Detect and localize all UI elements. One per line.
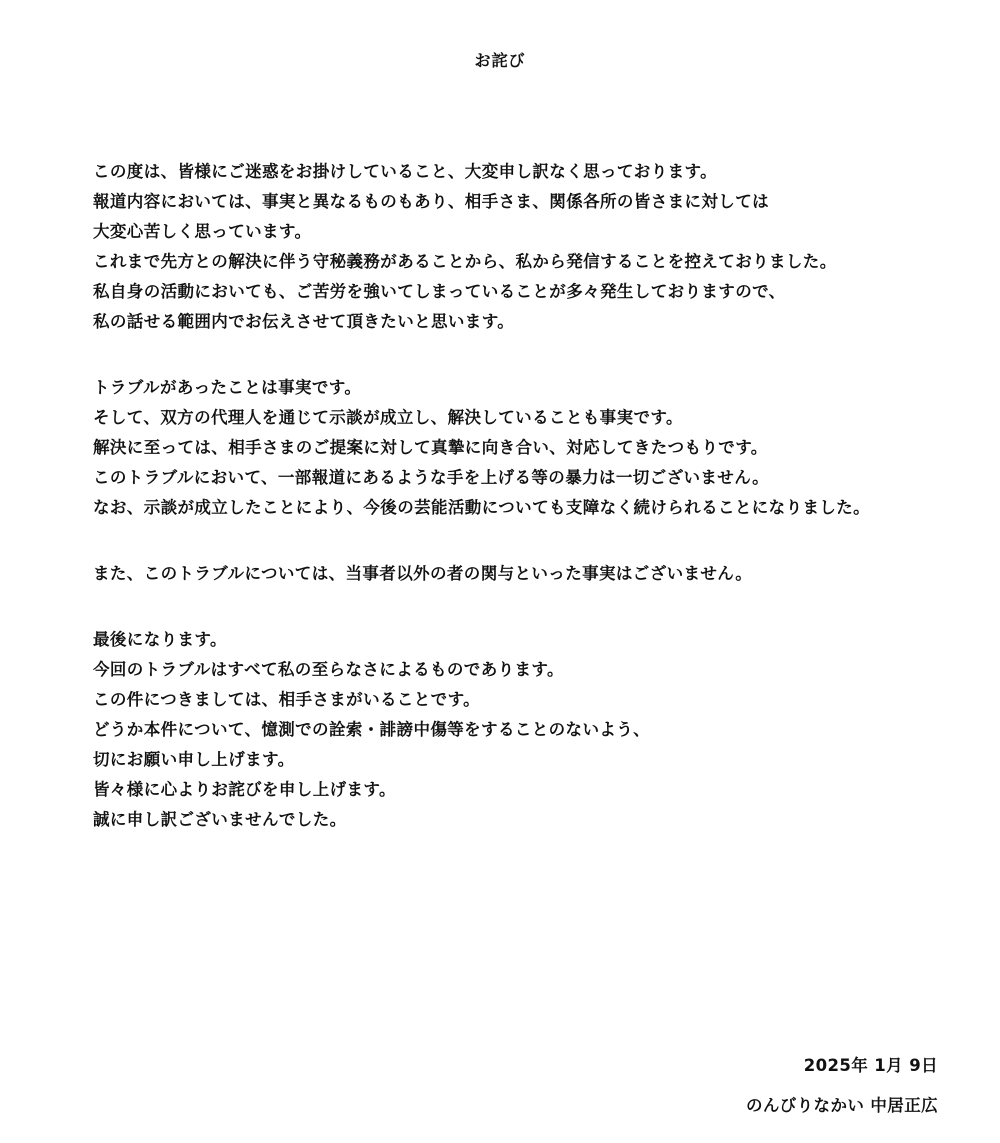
text-line: 私自身の活動においても、ご苦労を強いてしまっていることが多々発生しておりますので、 (93, 282, 786, 301)
text-line: これまで先方との解決に伴う守秘義務があることから、私から発信することを控えておりました。 (93, 252, 837, 271)
signature-name: のんびりなかい 中居正広 (745, 1096, 938, 1115)
text-line: トラブルがあったことは事実です。 (93, 378, 362, 397)
text-line: 大変心苦しく思っています。 (93, 222, 312, 241)
text-line: この度は、皆様にご迷惑をお掛けしていること、大変申し訳なく思っております。 (93, 162, 717, 181)
document-title: お詫び (474, 51, 526, 70)
text-line: このトラブルにおいて、一部報道にあるような手を上げる等の暴力は一切ございません。 (93, 468, 769, 487)
text-line: 誠に申し訳ございませんでした。 (93, 810, 347, 829)
text-line: また、このトラブルについては、当事者以外の者の関与といった事実はございません。 (93, 564, 753, 583)
text-line: どうか本件について、憶測での詮索・誹謗中傷等をすることのないよう、 (93, 720, 651, 739)
text-line: 今回のトラブルはすべて私の至らなさによるものであります。 (93, 660, 564, 679)
paragraph-1 (93, 157, 973, 337)
paragraph-2 (93, 373, 973, 523)
text-line: 切にお願い申し上げます。 (93, 750, 295, 769)
signature-block (746, 1046, 938, 1126)
text-line: 私の話せる範囲内でお伝えさせて頂きたいと思います。 (93, 312, 515, 331)
text-line: 報道内容においては、事実と異なるものもあり、相手さま、関係各所の皆さまに対しては (93, 192, 769, 211)
paragraph-3 (93, 559, 973, 589)
text-line: 解決に至っては、相手さまのご提案に対して真摯に向き合い、対応してきたつもりです。 (93, 438, 768, 457)
text-line: 皆々様に心よりお詫びを申し上げます。 (93, 780, 396, 799)
paragraph-4 (93, 625, 973, 835)
text-line: 最後になります。 (93, 630, 227, 649)
letter-body (93, 157, 973, 871)
text-line: そして、双方の代理人を通じて示談が成立し、解決していることも事実です。 (93, 408, 683, 427)
text-line: なお、示談が成立したことにより、今後の芸能活動についても支障なく続けられることになりました。 (93, 498, 871, 517)
document-date: 2025年 1月 9日 (803, 1056, 938, 1075)
text-line: この件につきましては、相手さまがいることです。 (93, 690, 481, 709)
